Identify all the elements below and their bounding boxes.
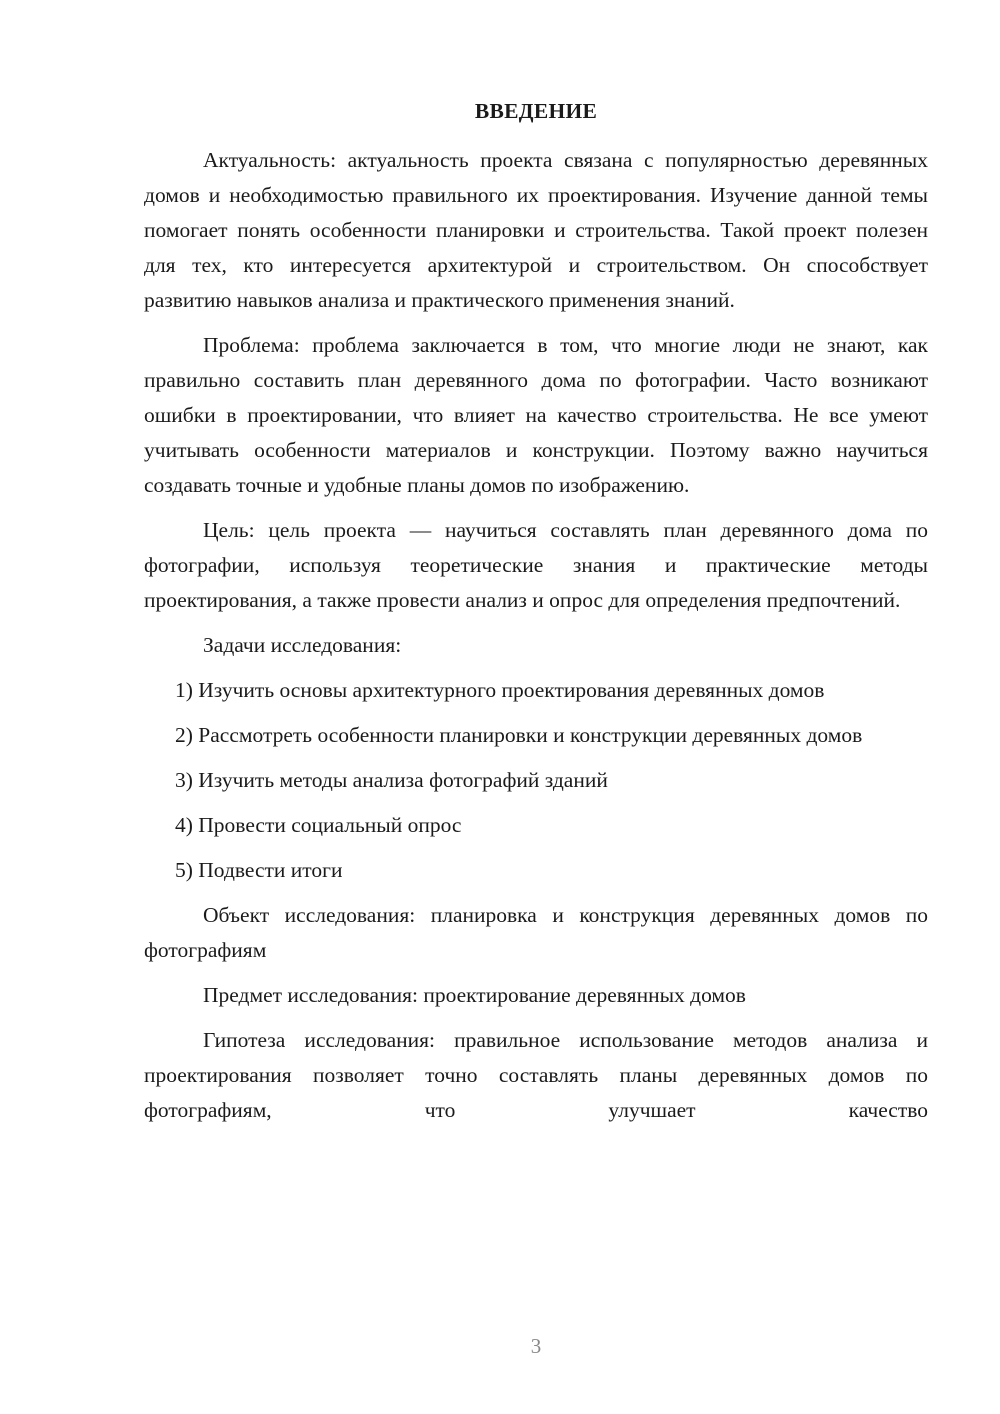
document-page <box>144 94 928 1138</box>
task-item-3: 3) Изучить методы анализа фотографий зданий <box>175 768 608 792</box>
paragraph-goal: Цель: цель проекта — научиться составлять план деревянного дома по фотографии, используя теоретические знания и практические методы проектирования, а также провести анализ и опрос для определения предпочтений. <box>144 518 928 612</box>
task-item-5: 5) Подвести итоги <box>175 858 343 882</box>
paragraph-subject: Предмет исследования: проектирование деревянных домов <box>203 983 746 1007</box>
paragraph-object: Объект исследования: планировка и конструкция деревянных домов по фотографиям <box>144 903 928 962</box>
tasks-heading: Задачи исследования: <box>203 633 402 657</box>
paragraph-relevance: Актуальность: актуальность проекта связана с популярностью деревянных домов и необходимостью правильного их проектирования. Изучение данной темы помогает понять особенности планировки и строительства. Такой проект полезен для тех, кто интересуется архитектурой и строительством. Он способствует развитию навыков анализа и практического применения знаний. <box>144 148 928 312</box>
task-item-4: 4) Провести социальный опрос <box>175 813 462 837</box>
page-number: 3 <box>530 1334 542 1358</box>
task-item-1: 1) Изучить основы архитектурного проектирования деревянных домов <box>175 678 825 702</box>
task-item-2: 2) Рассмотреть особенности планировки и конструкции деревянных домов <box>175 723 863 747</box>
page-title: ВВЕДЕНИЕ <box>474 99 598 123</box>
paragraph-hypothesis: Гипотеза исследования: правильное использование методов анализа и проектирования позволяет точно составлять планы деревянных домов по фотографиям, что улучшает качество <box>144 1028 928 1122</box>
paragraph-problem: Проблема: проблема заключается в том, что многие люди не знают, как правильно составить план деревянного дома по фотографии. Часто возникают ошибки в проектировании, что влияет на качество строительства. Не все умеют учитывать особенности материалов и конструкции. Поэтому важно научиться создавать точные и удобные планы домов по изображению. <box>144 333 928 497</box>
